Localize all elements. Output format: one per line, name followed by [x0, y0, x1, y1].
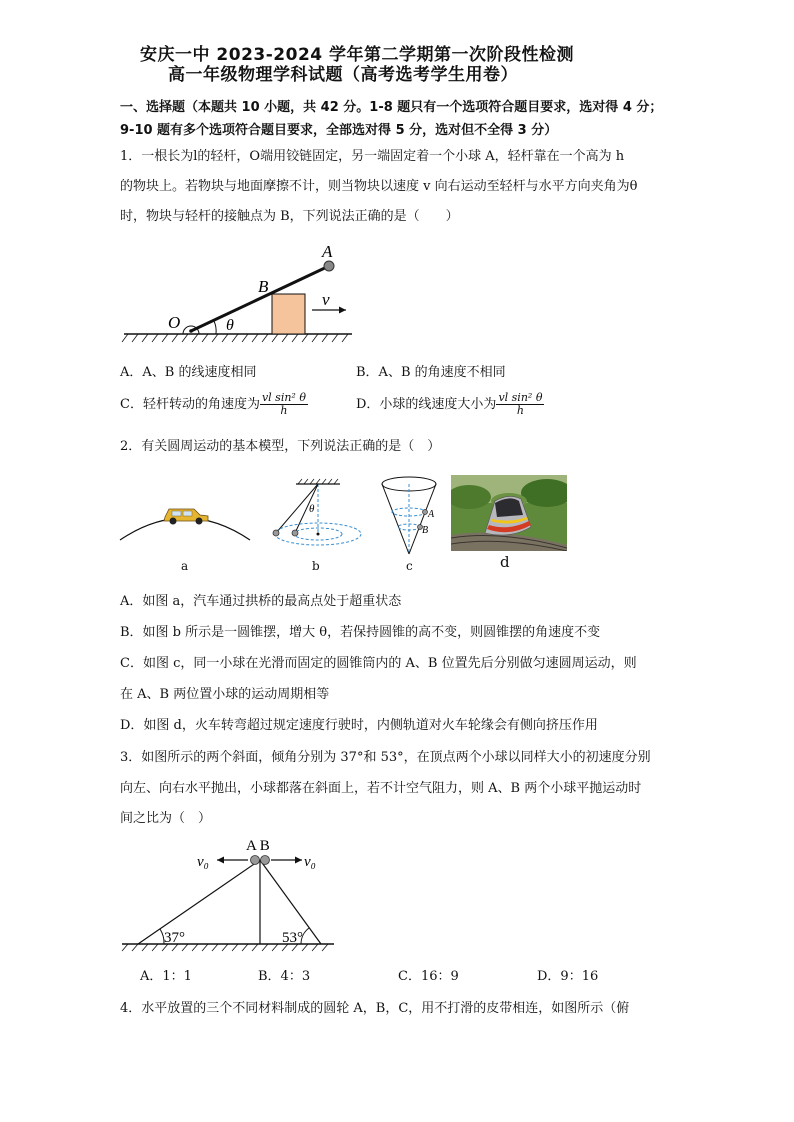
q2-figure-b-theta: θ — [309, 503, 315, 515]
q2-stem: 2．有关圆周运动的基本模型，下列说法正确的是（ ） — [120, 439, 441, 454]
q3-option-c: C．16：9 — [398, 969, 459, 984]
q4-stem-line1: 4．水平放置的三个不同材料制成的圆轮 A，B，C，用不打滑的皮带相连，如图所示（俯 — [120, 1001, 630, 1016]
q3-label-v0-right: v₀ — [304, 854, 316, 870]
q1-option-c-fraction — [260, 392, 308, 417]
q1-option-d-prefix: D．小球的线速度大小为 — [356, 397, 497, 412]
section-heading-line1: 一、选择题（本题共 10 小题，共 42 分。1-8 题只有一个选项符合题目要求，选对得 4 分； — [120, 100, 663, 115]
car-icon — [164, 509, 208, 525]
q3-option-b: B．4：3 — [258, 969, 311, 984]
q2-figure-c-A: A — [428, 509, 435, 520]
q1-figure-rod-block — [120, 240, 360, 345]
section-heading-line2: 9-10 题有多个选项符合题目要求，全部选对得 5 分，选对但不全得 3 分） — [120, 123, 558, 138]
q2-option-a: A．如图 a，汽车通过拱桥的最高点处于超重状态 — [120, 594, 402, 609]
q1-option-d-denominator: h — [516, 404, 524, 417]
q3-label-v0-left: v₀ — [197, 854, 209, 870]
q1-option-d-numerator: vl sin² θ — [498, 391, 543, 404]
q1-option-c-prefix: C．轻杆转动的角速度为 — [120, 397, 260, 412]
q1-stem-line3: 时，物块与轻杆的接触点为 B，下列说法正确的是（ ） — [120, 209, 459, 224]
exam-title-line1: 安庆一中 2023-2024 学年第二学期第一次阶段性检测 — [140, 45, 575, 65]
q1-stem-line1: 1．一根长为l的轻杆，O端用铰链固定，另一端固定着一个小球 A，轻杆靠在一个高为 h — [120, 149, 625, 164]
q3-stem-line1: 3．如图所示的两个斜面，倾角分别为 37°和 53°，在顶点两个小球以同样大小的初速度分别 — [120, 750, 651, 765]
q1-label-theta: θ — [226, 317, 234, 334]
q3-figure-inclines — [118, 836, 338, 956]
q2-option-c-line2: 在 A、B 两位置小球的运动周期相等 — [120, 687, 330, 702]
q1-label-O: O — [168, 313, 181, 332]
q2-figure-d-label: d — [500, 553, 510, 571]
q1-label-B: B — [258, 277, 269, 296]
q3-label-37: 37° — [164, 930, 185, 946]
q3-stem-line3: 间之比为（ ） — [120, 811, 212, 826]
q3-label-AB: A B — [246, 838, 270, 854]
q1-label-A: A — [322, 242, 333, 261]
q2-option-d: D．如图 d，火车转弯超过规定速度行驶时，内侧轨道对火车轮缘会有侧向挤压作用 — [120, 718, 598, 733]
exam-title-line2: 高一年级物理学科试题（高考选考学生用卷） — [168, 65, 518, 85]
q1-label-v: v — [322, 290, 330, 309]
q2-figure-b-conical-pendulum — [268, 478, 372, 550]
q2-figure-c-cone — [378, 474, 442, 558]
q3-option-a: A．1：1 — [140, 969, 192, 984]
q1-option-c — [120, 390, 308, 420]
q1-stem-line2: 的物块上。若物块与地面摩擦不计，则当物块以速度 v 向右运动至轻杆与水平方向夹角为θ — [120, 179, 638, 194]
q2-figure-a-bridge — [118, 490, 253, 550]
q2-figure-c-B: B — [422, 525, 429, 536]
q3-stem-line2: 向左、向右水平抛出，小球都落在斜面上，若不计空气阻力，则 A、B 两个小球平抛运动时 — [120, 781, 642, 796]
q1-option-c-numerator: vl sin² θ — [261, 391, 306, 404]
q2-figure-a-label: a — [181, 559, 189, 573]
q1-option-c-denominator: h — [280, 404, 288, 417]
q2-figure-c-label: c — [406, 559, 413, 573]
q1-option-b: B．A、B 的角速度不相同 — [356, 365, 506, 380]
q2-figure-d-train-photo — [451, 475, 567, 551]
q2-option-b: B．如图 b 所示是一圆锥摆，增大 θ，若保持圆锥的高不变，则圆锥摆的角速度不变 — [120, 625, 601, 640]
q1-option-d-fraction — [496, 392, 544, 417]
q2-option-c-line1: C．如图 c，同一小球在光滑而固定的圆锥筒内的 A、B 位置先后分别做匀速圆周运动，则 — [120, 656, 637, 671]
q2-figure-b-label: b — [312, 559, 320, 573]
q3-label-53: 53° — [282, 930, 303, 946]
q1-option-d — [356, 390, 544, 420]
q1-option-a: A．A、B 的线速度相同 — [120, 365, 257, 380]
q3-option-d: D．9：16 — [537, 969, 599, 984]
